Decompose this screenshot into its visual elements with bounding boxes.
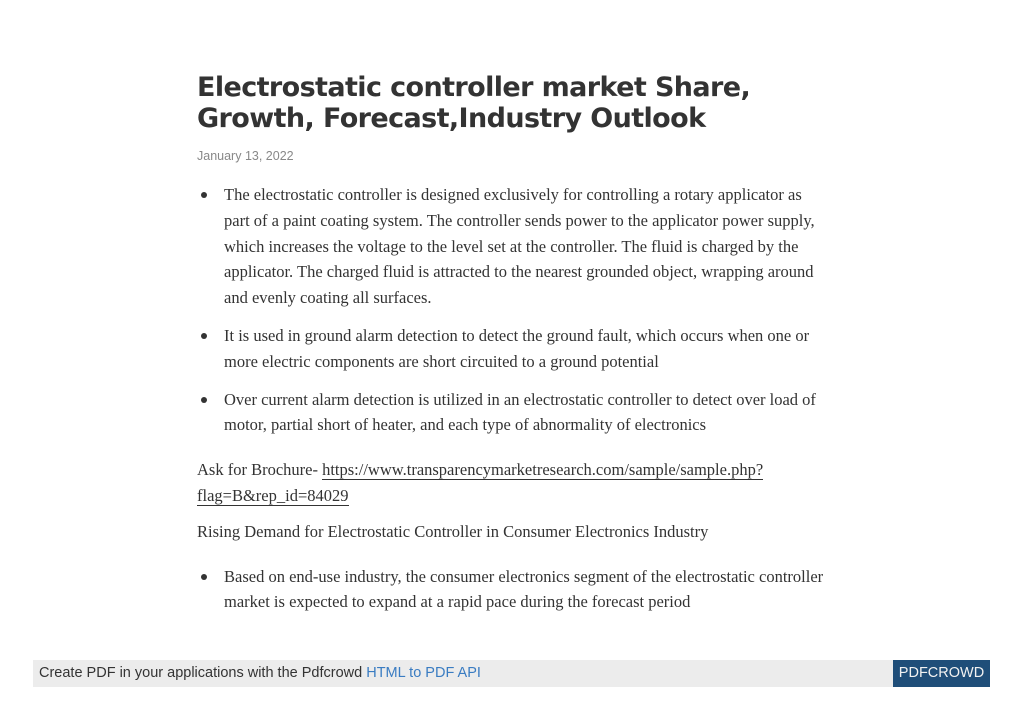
section-subheading: Rising Demand for Electrostatic Controller in Consumer Electronics Industry	[197, 521, 709, 541]
footer-caption: Create PDF in your applications with the Pdfcrowd	[39, 665, 367, 681]
brochure-label: Ask for Brochure-	[197, 460, 323, 480]
list-item	[224, 387, 827, 439]
feature-list	[197, 182, 827, 438]
brochure-link-line-2: flag=B&rep_id=84029	[197, 485, 349, 505]
article-title: Electrostatic controller market Share, Growth, Forecast,Industry Outlook	[197, 72, 751, 134]
list-item-text: The electrostatic controller is designed exclusively for controlling a rotary applicator as part of a paint coating system. The controller sends power to the applicator power supply, which increases the voltage to the level set at the controller. The fluid is charged by the applicator. The charged fluid is attracted to the nearest grounded object, wrapping around and evenly coating all surfaces.	[224, 185, 815, 308]
list-item	[224, 182, 827, 311]
footer-text	[39, 665, 481, 681]
pdfcrowd-brand-button[interactable]: PDFCROWD	[893, 660, 990, 687]
list-item-text: Over current alarm detection is utilized in an electrostatic controller to detect over load of motor, partial short of heater, and each type of abnormality of electronics	[224, 389, 816, 435]
list-item	[224, 564, 827, 616]
segment-list	[197, 564, 827, 616]
list-item-text: Based on end-use industry, the consumer electronics segment of the electrostatic controller market is expected to expand at a rapid pace during the forecast period	[224, 566, 824, 612]
article-date: January 13, 2022	[197, 149, 294, 163]
bullet-icon	[201, 574, 207, 580]
article	[197, 72, 827, 615]
bullet-icon	[201, 397, 207, 403]
brochure-link-line-1: https://www.transparencymarketresearch.com/sample/sample.php?	[322, 460, 764, 480]
pdfcrowd-footer	[33, 660, 990, 687]
bullet-icon	[201, 333, 207, 339]
brochure-paragraph	[197, 457, 827, 509]
html-to-pdf-api-link[interactable]: HTML to PDF API	[366, 665, 481, 681]
list-item-text: It is used in ground alarm detection to detect the ground fault, which occurs when one or more electric components are short circuited to a ground potential	[224, 325, 810, 371]
bullet-icon	[201, 192, 207, 198]
list-item	[224, 323, 827, 375]
